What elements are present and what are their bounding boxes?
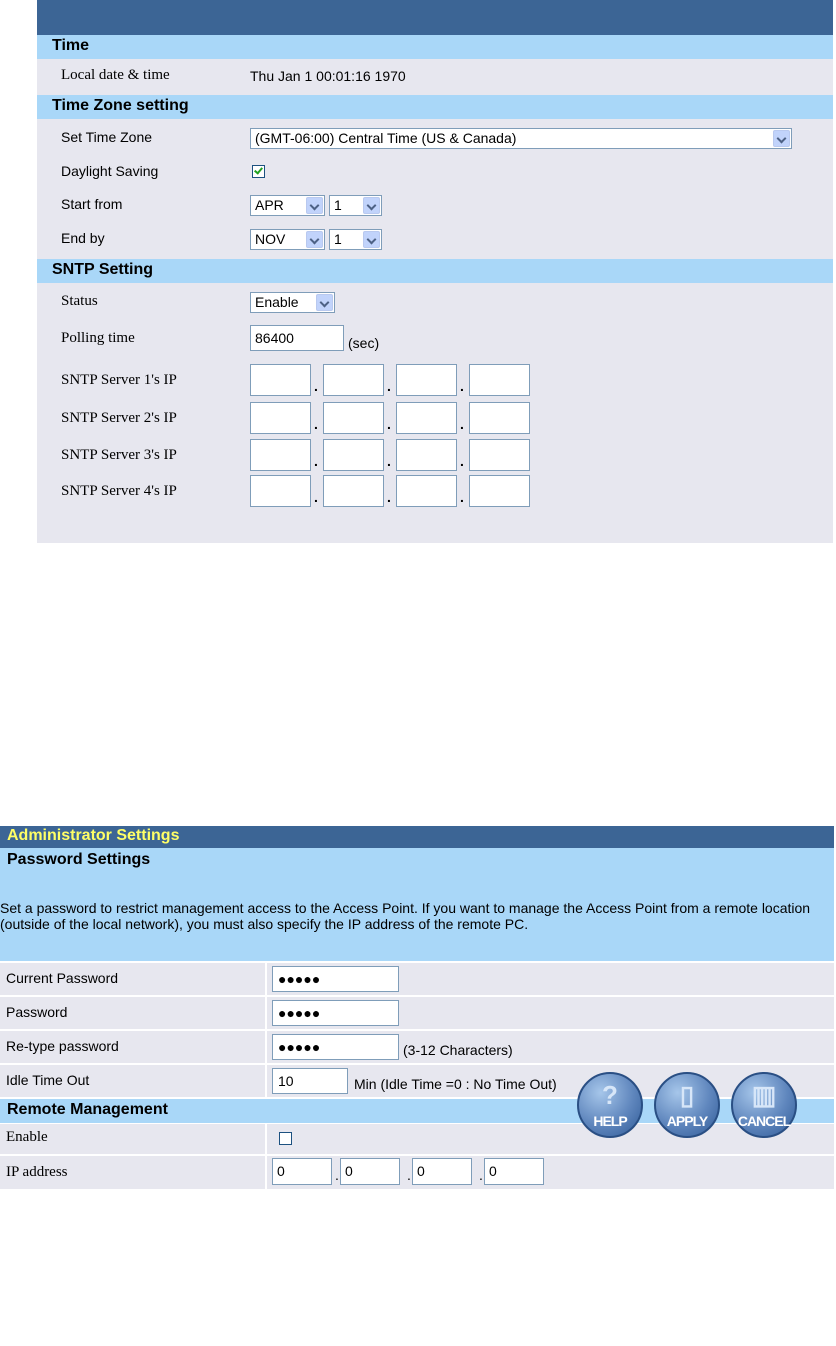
section-title: Password Settings bbox=[7, 851, 151, 868]
ip-separator: . bbox=[387, 489, 391, 505]
apply-button-label: APPLY bbox=[666, 1113, 708, 1129]
daylight-saving-checkbox[interactable] bbox=[252, 165, 265, 178]
daylight-saving-label: Daylight Saving bbox=[61, 163, 159, 179]
ip-separator: . bbox=[460, 453, 464, 469]
mouse-icon: ▯ bbox=[679, 1080, 695, 1110]
retype-password-input[interactable] bbox=[272, 1034, 399, 1060]
sntp-server-4-label: SNTP Server 4's IP bbox=[61, 483, 177, 499]
password-length-note: (3-12 Characters) bbox=[403, 1042, 513, 1058]
ip-address-label: IP address bbox=[6, 1164, 68, 1180]
ip-separator: . bbox=[387, 453, 391, 469]
end-month-select[interactable] bbox=[250, 229, 325, 250]
polling-time-input[interactable] bbox=[250, 325, 344, 351]
cancel-button[interactable] bbox=[731, 1072, 797, 1138]
sntp1-octet-3[interactable] bbox=[396, 364, 457, 396]
table-row bbox=[0, 1156, 834, 1189]
start-month-select[interactable] bbox=[250, 195, 325, 216]
sntp-server-2-label: SNTP Server 2's IP bbox=[61, 410, 177, 426]
idle-timeout-note: Min (Idle Time =0 : No Time Out) bbox=[354, 1076, 557, 1092]
remote-enable-checkbox[interactable] bbox=[279, 1132, 292, 1145]
sntp4-octet-3[interactable] bbox=[396, 475, 457, 507]
start-day-select[interactable] bbox=[329, 195, 382, 216]
help-button-label: HELP bbox=[593, 1113, 627, 1129]
remote-ip-octet-1[interactable]: 0 bbox=[272, 1158, 332, 1185]
section-sntp bbox=[37, 259, 833, 283]
polling-time-value: 86400 bbox=[255, 330, 294, 346]
sntp-server-3-label: SNTP Server 3's IP bbox=[61, 447, 177, 463]
ip-separator: . bbox=[387, 378, 391, 394]
section-title: Remote Management bbox=[7, 1101, 168, 1118]
sntp2-octet-1[interactable] bbox=[250, 402, 311, 434]
sntp-server-1-label: SNTP Server 1's IP bbox=[61, 372, 177, 388]
current-password-input[interactable] bbox=[272, 966, 399, 992]
admin-header bbox=[0, 826, 834, 848]
question-mark-icon: ? bbox=[602, 1080, 618, 1110]
ip-separator: . bbox=[460, 489, 464, 505]
masked-password: ●●●●● bbox=[278, 1005, 321, 1021]
masked-password: ●●●●● bbox=[278, 1039, 321, 1055]
checkmark-icon bbox=[254, 165, 263, 174]
table-row bbox=[0, 1031, 834, 1063]
chevron-down-icon[interactable] bbox=[773, 130, 790, 147]
masked-password: ●●●●● bbox=[278, 971, 321, 987]
sntp3-octet-2[interactable] bbox=[323, 439, 384, 471]
password-settings-section bbox=[0, 848, 834, 961]
polling-unit: (sec) bbox=[348, 335, 380, 351]
sntp3-octet-1[interactable] bbox=[250, 439, 311, 471]
ip-separator: . bbox=[335, 1167, 339, 1183]
ip-separator: . bbox=[407, 1167, 411, 1183]
end-month-value: NOV bbox=[255, 231, 286, 247]
chevron-down-icon[interactable] bbox=[316, 294, 333, 311]
chevron-down-icon[interactable] bbox=[363, 197, 380, 214]
set-timezone-label: Set Time Zone bbox=[61, 129, 153, 145]
table-row bbox=[0, 997, 834, 1029]
current-password-label: Current Password bbox=[6, 970, 119, 986]
section-timezone bbox=[37, 95, 833, 119]
trash-can-icon: ▥ bbox=[751, 1080, 777, 1110]
start-month-value: APR bbox=[255, 197, 284, 213]
ip-separator: . bbox=[479, 1167, 483, 1183]
sntp2-octet-2[interactable] bbox=[323, 402, 384, 434]
remote-ip-octet-4[interactable]: 0 bbox=[484, 1158, 544, 1185]
password-label: Password bbox=[6, 1004, 68, 1020]
sntp4-octet-2[interactable] bbox=[323, 475, 384, 507]
ip-separator: . bbox=[460, 378, 464, 394]
table-row bbox=[0, 963, 834, 995]
timezone-value: (GMT-06:00) Central Time (US & Canada) bbox=[255, 130, 517, 146]
idle-timeout-label: Idle Time Out bbox=[6, 1072, 90, 1088]
status-select[interactable] bbox=[250, 292, 335, 313]
idle-timeout-value: 10 bbox=[278, 1073, 294, 1089]
chevron-down-icon[interactable] bbox=[306, 231, 323, 248]
ip-separator: . bbox=[314, 416, 318, 432]
remote-ip-octet-2[interactable]: 0 bbox=[340, 1158, 400, 1185]
panel-top-bar bbox=[37, 0, 833, 35]
retype-password-label: Re-type password bbox=[6, 1038, 119, 1054]
remote-ip-octet-3[interactable]: 0 bbox=[412, 1158, 472, 1185]
section-time bbox=[37, 35, 833, 59]
end-day-select[interactable] bbox=[329, 229, 382, 250]
ip-separator: . bbox=[387, 416, 391, 432]
section-title: Time Zone setting bbox=[52, 97, 189, 114]
chevron-down-icon[interactable] bbox=[363, 231, 380, 248]
description-text: Set a password to restrict management access to the Access Point. If you want to manage the Access Point from a remote location (outside of the local network), you must also specify the IP address of the remote PC. bbox=[0, 900, 811, 932]
start-from-label: Start from bbox=[61, 196, 123, 212]
sntp3-octet-4[interactable] bbox=[469, 439, 530, 471]
timezone-select[interactable] bbox=[250, 128, 792, 149]
cancel-button-label: CANCEL bbox=[737, 1113, 791, 1129]
status-value: Enable bbox=[255, 294, 299, 310]
sntp1-octet-4[interactable] bbox=[469, 364, 530, 396]
apply-button[interactable] bbox=[654, 1072, 720, 1138]
time-settings-panel bbox=[37, 0, 833, 543]
password-input[interactable] bbox=[272, 1000, 399, 1026]
ip-separator: . bbox=[460, 416, 464, 432]
sntp3-octet-3[interactable] bbox=[396, 439, 457, 471]
sntp4-octet-1[interactable] bbox=[250, 475, 311, 507]
sntp2-octet-4[interactable] bbox=[469, 402, 530, 434]
help-button[interactable] bbox=[577, 1072, 643, 1138]
sntp1-octet-2[interactable] bbox=[323, 364, 384, 396]
page-title: Administrator Settings bbox=[7, 827, 180, 844]
section-title: SNTP Setting bbox=[52, 261, 154, 278]
ip-separator: . bbox=[314, 489, 318, 505]
start-day-value: 1 bbox=[334, 197, 342, 213]
local-time-value: Thu Jan 1 00:01:16 1970 bbox=[250, 68, 406, 84]
local-time-label: Local date & time bbox=[61, 67, 170, 83]
section-title: Time bbox=[52, 37, 90, 54]
sntp2-octet-3[interactable] bbox=[396, 402, 457, 434]
end-day-value: 1 bbox=[334, 231, 342, 247]
ip-separator: . bbox=[314, 453, 318, 469]
end-by-label: End by bbox=[61, 230, 105, 246]
enable-label: Enable bbox=[6, 1129, 48, 1145]
idle-timeout-input[interactable] bbox=[272, 1068, 348, 1094]
sntp4-octet-4[interactable] bbox=[469, 475, 530, 507]
polling-time-label: Polling time bbox=[61, 330, 135, 346]
status-label: Status bbox=[61, 293, 98, 309]
sntp1-octet-1[interactable] bbox=[250, 364, 311, 396]
ip-separator: . bbox=[314, 378, 318, 394]
chevron-down-icon[interactable] bbox=[306, 197, 323, 214]
